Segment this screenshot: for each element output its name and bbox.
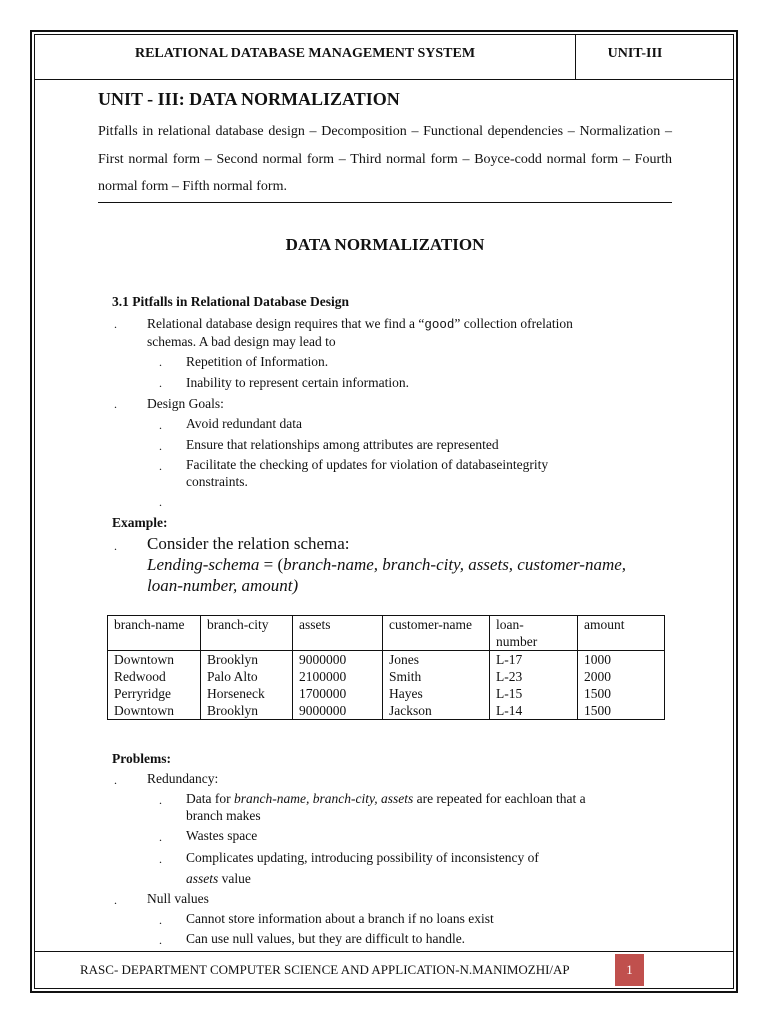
null-values-label: Null values [147, 891, 209, 906]
sub-bullet-marker: . [159, 495, 162, 509]
table-cell: Brooklyn [201, 702, 293, 720]
bad-item: Repetition of Information. [186, 354, 329, 369]
table-header-cell: loan- number [490, 616, 578, 651]
table-row [108, 685, 665, 702]
table-cell: L-14 [490, 702, 578, 720]
table-cell: Downtown [108, 651, 201, 669]
intro-line-2: schemas. A bad design may lead to [147, 334, 336, 349]
table-cell: Downtown [108, 702, 201, 720]
sub-bullet-marker: . [159, 355, 162, 369]
bullet-marker: . [114, 317, 117, 331]
sub-bullet-marker: . [159, 418, 162, 432]
goal-item: Facilitate the checking of updates for violation of databaseintegrity [186, 457, 549, 472]
redundancy-item: Wastes space [186, 828, 258, 843]
table-header-cell: branch-name [108, 616, 201, 651]
table-cell: 1500 [578, 702, 665, 720]
table-cell: L-23 [490, 668, 578, 685]
table-header-cell: customer-name [383, 616, 490, 651]
table-cell: 2100000 [293, 668, 383, 685]
redundancy-item-continued: branch makes [186, 808, 261, 823]
goal-item-continued: constraints. [186, 474, 248, 489]
table-cell: 9000000 [293, 702, 383, 720]
table-row [108, 702, 665, 720]
page-number: 1 [615, 954, 644, 986]
bullet-marker: . [114, 539, 117, 553]
table-cell: Horseneck [201, 685, 293, 702]
redundancy-item: Data for branch-name, branch-city, assets are repeated for eachloan that a [186, 791, 586, 806]
footer-text: RASC- DEPARTMENT COMPUTER SCIENCE AND APPLICATION-N.MANIMOZHI/AP [80, 962, 570, 977]
table-cell: 1500 [578, 685, 665, 702]
redundancy-item-continued: assets value [186, 871, 251, 886]
table-cell: Smith [383, 668, 490, 685]
table-cell: Jones [383, 651, 490, 669]
goal-item: Ensure that relationships among attributes are represented [186, 437, 499, 452]
table-cell: 2000 [578, 668, 665, 685]
bad-item: Inability to represent certain information. [186, 375, 410, 390]
table-cell: L-15 [490, 685, 578, 702]
sub-bullet-marker: . [159, 913, 162, 927]
sub-bullet-marker: . [159, 439, 162, 453]
table-cell: Jackson [383, 702, 490, 720]
table-cell: 1700000 [293, 685, 383, 702]
section-heading: 3.1 Pitfalls in Relational Database Design [112, 294, 350, 309]
goal-item: Avoid redundant data [186, 416, 302, 431]
schema-line-2: loan-number, amount) [147, 576, 299, 595]
schema-line-1: Lending-schema = (branch-name, branch-city, assets, customer-name, [147, 555, 627, 574]
table-cell: Redwood [108, 668, 201, 685]
syllabus-text: Pitfalls in relational database design – Decomposition – Functional dependencies – Normalization – First normal form – Second normal form – Third normal form – Boyce-codd normal form – Fourth normal form – Fifth normal form. [98, 124, 672, 194]
redundancy-item: Complicates updating, introducing possibility of inconsistency of [186, 850, 539, 865]
sub-bullet-marker: . [159, 793, 162, 807]
header-divider [34, 79, 734, 80]
sub-bullet-marker: . [159, 933, 162, 947]
bullet-marker: . [114, 397, 117, 411]
redundancy-label: Redundancy: [147, 771, 219, 786]
table-header-cell: assets [293, 616, 383, 651]
problems-label: Problems: [112, 751, 171, 766]
table-row [108, 668, 665, 685]
null-item: Can use null values, but they are difficult to handle. [186, 931, 466, 946]
header-unit: UNIT-III [607, 46, 663, 61]
table-cell: Brooklyn [201, 651, 293, 669]
intro-line-1: Relational database design requires that we find a “good” collection ofrelation [147, 316, 573, 332]
header-title: RELATIONAL DATABASE MANAGEMENT SYSTEM [134, 46, 476, 61]
sub-bullet-marker: . [159, 852, 162, 866]
table-cell: Palo Alto [201, 668, 293, 685]
footer-divider [34, 951, 734, 952]
bullet-marker: . [114, 773, 117, 787]
sub-bullet-marker: . [159, 376, 162, 390]
table-cell: 9000000 [293, 651, 383, 669]
consider-text: Consider the relation schema: [147, 534, 350, 553]
goals-label: Design Goals: [147, 396, 224, 411]
bullet-marker: . [114, 893, 117, 907]
example-label: Example: [112, 515, 168, 530]
syllabus-rule [98, 202, 672, 203]
null-item: Cannot store information about a branch if no loans exist [186, 911, 494, 926]
table-row [108, 651, 665, 669]
table-cell: Perryridge [108, 685, 201, 702]
sub-bullet-marker: . [159, 459, 162, 473]
table-header-row [108, 616, 665, 651]
table-cell: Hayes [383, 685, 490, 702]
table-cell: L-17 [490, 651, 578, 669]
table-header-cell: amount [578, 616, 665, 651]
table-header-cell: branch-city [201, 616, 293, 651]
unit-title: UNIT - III: DATA NORMALIZATION [98, 89, 400, 109]
table-cell: 1000 [578, 651, 665, 669]
main-heading: DATA NORMALIZATION [285, 235, 485, 254]
lending-table [107, 615, 665, 720]
sub-bullet-marker: . [159, 830, 162, 844]
